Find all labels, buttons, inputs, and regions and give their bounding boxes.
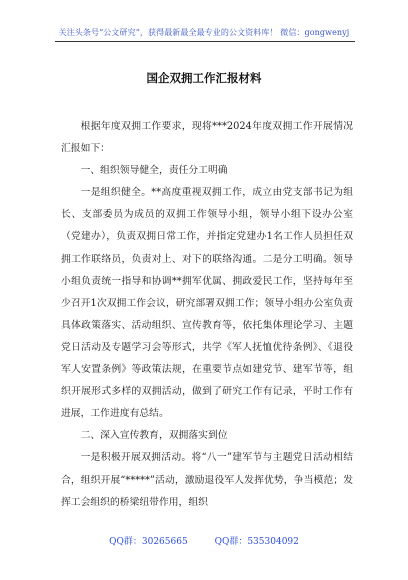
section-heading-1: 一、组织领导健全，责任分工明确 (80, 165, 228, 177)
footer (0, 534, 408, 547)
body-paragraph: 一是组织健全。**高度重视双拥工作，成立由党支部书记为组长、支部委员为成员的双拥工作领导小组，领导小组下设办公室（党建办），负责双拥日常工作，并指定党建办1名工作人员担任双拥工作联络员，负责对上、对下的联络沟通。二是分工明确。领导小组负责统一指导和协调**拥军优属、拥政爱民工作，坚持每年至少召开1次双拥工作会议，研究部署双拥工作；领导小组办公室负责具体政策落实、活动组织、宣传教育等，依托集体理论学习、主题党日活动及专题学习会等形式，共学《军人抚恤优待条例》、《退役军人安置条例》等政策法规，在重要节点如建党节、建军节等，组织开展形式多样的双拥活动，做到了研究工作有记录，平时工作有进展，工作进度有总结。 (61, 187, 353, 420)
document-title: 国企双拥工作汇报材料 (146, 71, 262, 85)
header-divider (55, 41, 355, 42)
section-heading-2: 二、深入宣传教育，双拥落实到位 (80, 430, 228, 442)
body-paragraph: 一是积极开展双拥活动。将“八一”建军节与主题党日活动相结合，组织开展“*****”活动，激励退役军人发挥优势，争当模范；发挥工会组织的桥梁纽带作用，组织 (61, 452, 353, 508)
document-body (61, 116, 353, 514)
qq-group-2: QQ群：535304092 (214, 537, 299, 547)
intro-paragraph: 根据年度双拥工作要求，现将***2024年度双拥工作开展情况汇报如下： (61, 121, 353, 155)
qq-group-1: QQ群：30265665 (109, 537, 188, 547)
header-note: 关注头条号“公文研究”，获得最新最全最专业的公文资料库！ 微信：gongwenyj (58, 28, 350, 37)
